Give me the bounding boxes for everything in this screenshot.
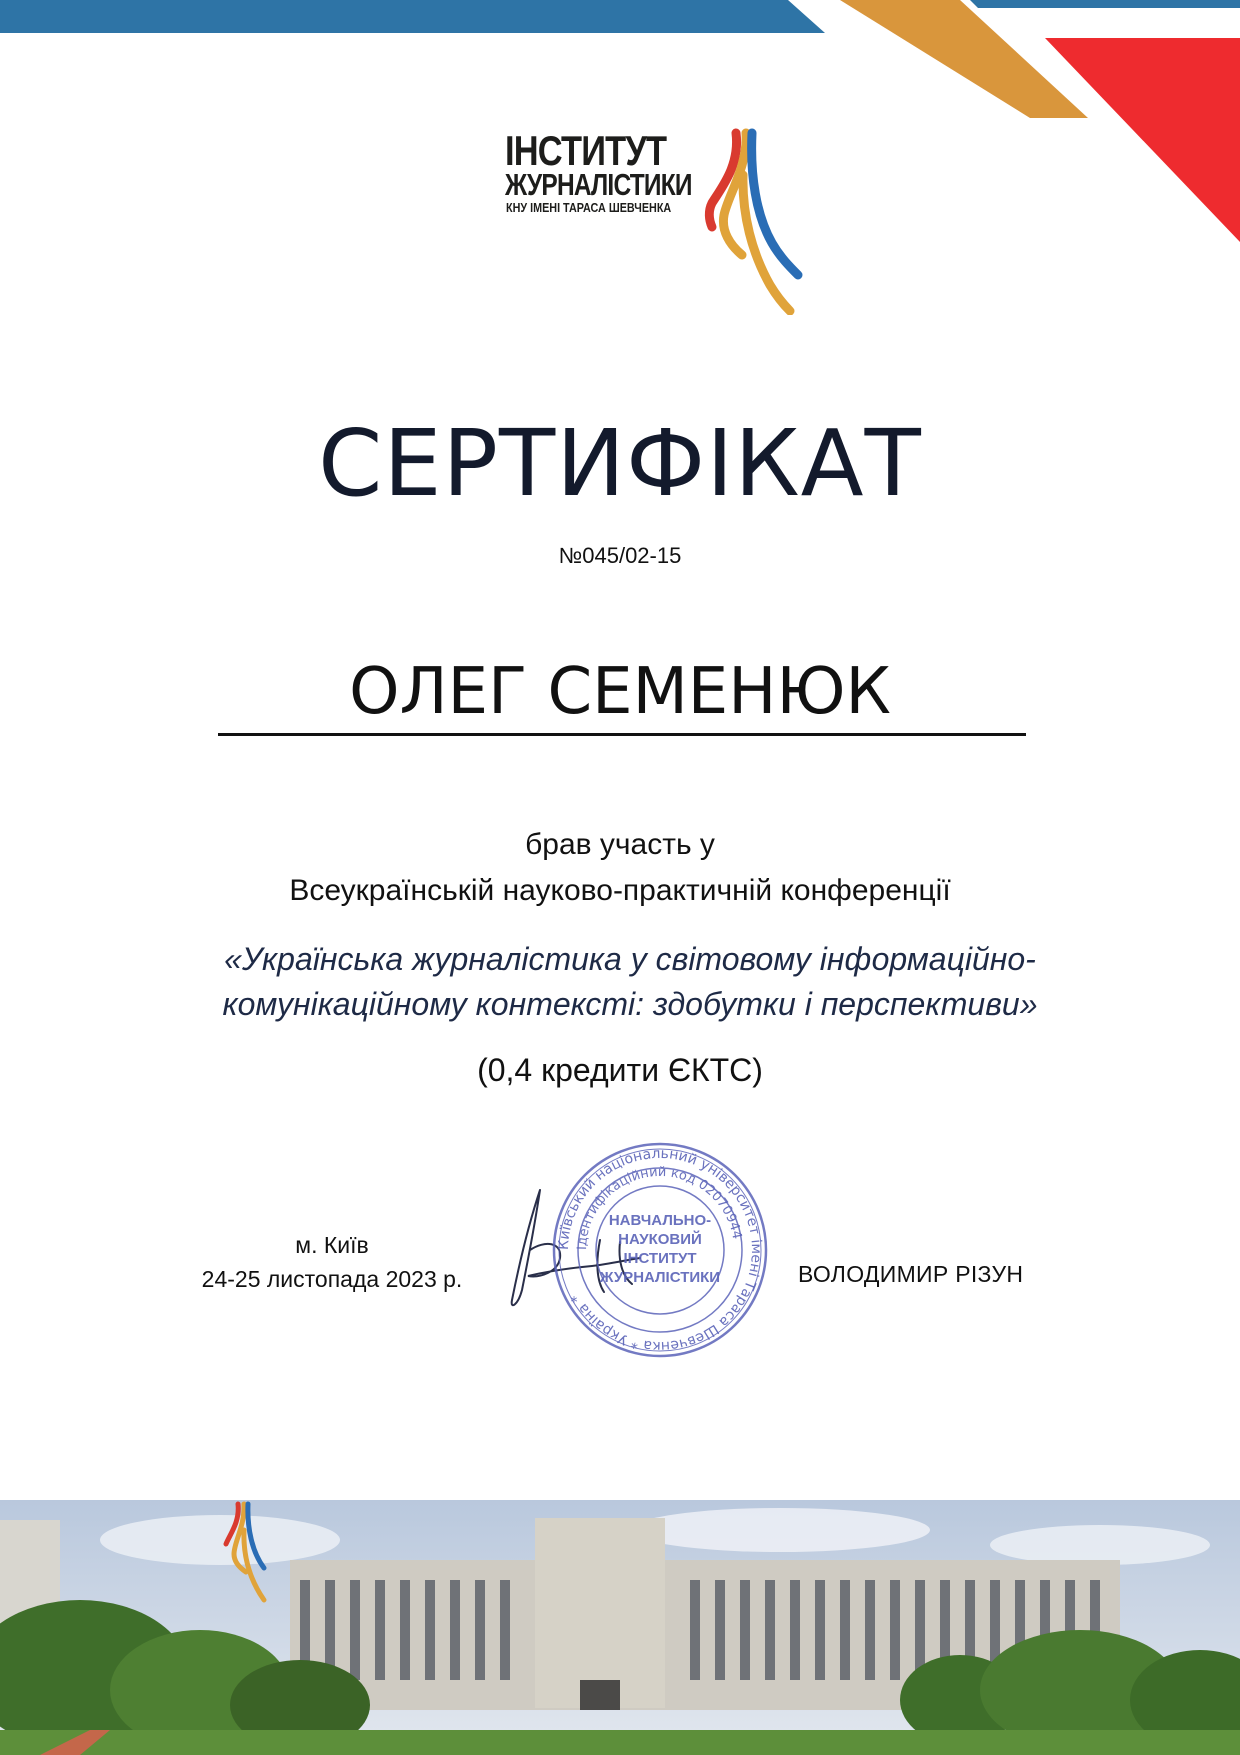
logo-title: ІНСТИТУТ (505, 127, 667, 174)
stamp-center-line-2: НАУКОВИЙ (618, 1231, 702, 1248)
recipient-name: ОЛЕГ СЕМЕНЮК (349, 655, 891, 729)
credits-text: (0,4 кредити ЄКТС) (477, 1052, 763, 1088)
topic-line-2: комунікаційному контексті: здобутки і перспективи» (222, 986, 1038, 1022)
name-underline (218, 733, 1026, 736)
logo-ribbon-icon (700, 125, 805, 315)
logo-university: КНУ ІМЕНІ ТАРАСА ШЕВЧЕНКА (506, 200, 672, 215)
date-text: 24-25 листопада 2023 р. (201, 1266, 463, 1292)
participation-text: брав участь у (525, 828, 715, 861)
blue-band (0, 0, 825, 33)
city-text: м. Київ (295, 1232, 369, 1258)
stamp-center-line-4: ЖУРНАЛІСТИКИ (599, 1269, 721, 1286)
building-photo (0, 1500, 1240, 1755)
orange-stripe (840, 0, 1088, 118)
certificate-title: СЕРТИФІКАТ (318, 410, 922, 517)
institute-logo (505, 125, 805, 315)
stamp-outer-text: Київський національний університет імені Тараса Шевченка * Україна * (555, 1145, 765, 1355)
official-stamp (550, 1140, 770, 1360)
stamp-center-line-1: НАВЧАЛЬНО- (608, 1212, 712, 1229)
red-triangle (1045, 38, 1240, 242)
event-text: Всеукраїнській науково-практичній конференції (289, 874, 951, 907)
certificate-number: №045/02-15 (558, 543, 682, 568)
blue-thin-band (970, 0, 1240, 8)
topic-line-1: «Українська журналістика у світовому інформаційно- (224, 941, 1036, 977)
logo-subtitle: ЖУРНАЛІСТИКИ (505, 167, 692, 202)
stamp-center-line-3: ІНСТИТУТ (623, 1250, 697, 1267)
stamp-inner-text: Ідентифікаційний код 02070944 (574, 1164, 745, 1251)
signatory-name: ВОЛОДИМИР РІЗУН (798, 1261, 1024, 1287)
conference-topic (180, 937, 1080, 1027)
